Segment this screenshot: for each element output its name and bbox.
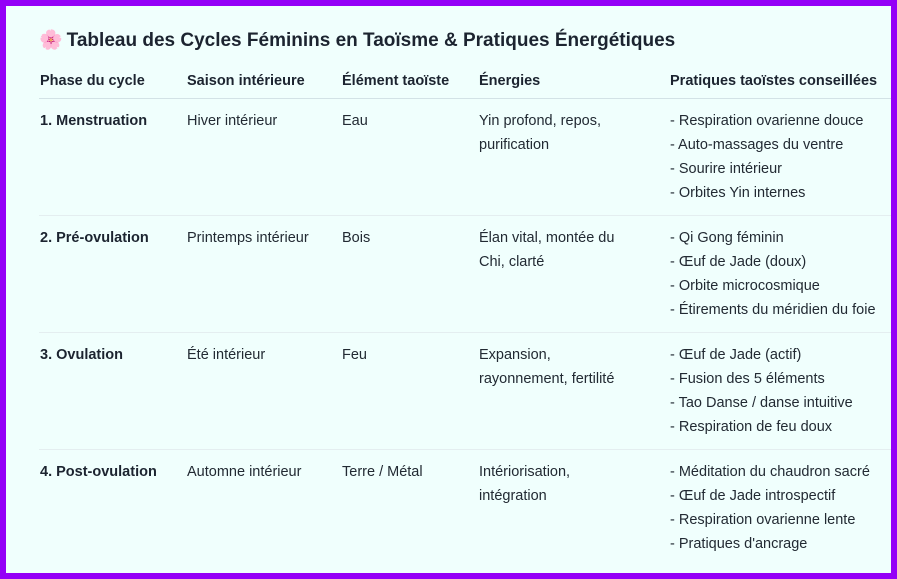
element-cell: Feu <box>342 347 367 363</box>
practice-item: - Orbites Yin internes <box>670 185 806 201</box>
element-cell: Eau <box>342 113 368 129</box>
season-cell: Hiver intérieur <box>187 113 278 129</box>
practices-cell <box>670 226 876 322</box>
header-season: Saison intérieure <box>187 73 305 89</box>
energies-line: rayonnement, fertilité <box>479 371 615 387</box>
practice-item: - Pratiques d'ancrage <box>670 536 808 552</box>
practice-item: - Œuf de Jade (actif) <box>670 347 802 363</box>
document-panel <box>6 6 891 573</box>
season-cell: Été intérieur <box>187 347 266 363</box>
practice-item: - Œuf de Jade (doux) <box>670 254 807 270</box>
row-divider <box>39 215 891 216</box>
header-divider <box>39 98 891 99</box>
practice-item: - Œuf de Jade introspectif <box>670 488 836 504</box>
header-energies: Énergies <box>479 73 541 89</box>
energies-line: Élan vital, montée du <box>479 230 615 246</box>
energies-line: purification <box>479 137 550 153</box>
page-title <box>39 28 675 52</box>
practice-item: - Méditation du chaudron sacré <box>670 464 870 480</box>
practice-item: - Orbite microcosmique <box>670 278 820 294</box>
header-phase: Phase du cycle <box>40 73 145 89</box>
season-cell: Printemps intérieur <box>187 230 309 246</box>
practice-item: - Qi Gong féminin <box>670 230 784 246</box>
cherry-blossom-icon: 🌸 <box>39 30 63 51</box>
element-cell: Terre / Métal <box>342 464 423 480</box>
phase-cell: 3. Ovulation <box>40 347 123 363</box>
practice-item: - Fusion des 5 éléments <box>670 371 825 387</box>
phase-cell: 4. Post-ovulation <box>40 464 157 480</box>
practices-cell <box>670 109 863 205</box>
season-cell: Automne intérieur <box>187 464 302 480</box>
energies-line: Expansion, <box>479 347 551 363</box>
energies-cell <box>479 109 601 157</box>
energies-line: Chi, clarté <box>479 254 545 270</box>
energies-line: intégration <box>479 488 547 504</box>
energies-cell <box>479 343 614 391</box>
energies-line: Yin profond, repos, <box>479 113 601 129</box>
title-text: Tableau des Cycles Féminins en Taoïsme & Pratiques Énergétiques <box>66 30 676 51</box>
energies-cell <box>479 460 570 508</box>
practice-item: - Tao Danse / danse intuitive <box>670 395 853 411</box>
energies-cell <box>479 226 614 274</box>
practice-item: - Respiration ovarienne douce <box>670 113 864 129</box>
energies-line: Intériorisation, <box>479 464 571 480</box>
element-cell: Bois <box>342 230 371 246</box>
practice-item: - Respiration de feu doux <box>670 419 833 435</box>
practice-item: - Respiration ovarienne lente <box>670 512 856 528</box>
header-element: Élément taoïste <box>342 73 450 89</box>
phase-cell: 2. Pré-ovulation <box>40 230 149 246</box>
practices-cell <box>670 460 870 556</box>
practices-cell <box>670 343 853 439</box>
practice-item: - Sourire intérieur <box>670 161 783 177</box>
practice-item: - Auto-massages du ventre <box>670 137 844 153</box>
phase-cell: 1. Menstruation <box>40 113 148 129</box>
row-divider <box>39 449 891 450</box>
practice-item: - Étirements du méridien du foie <box>670 302 876 318</box>
row-divider <box>39 332 891 333</box>
header-practices: Pratiques taoïstes conseillées <box>670 73 878 89</box>
